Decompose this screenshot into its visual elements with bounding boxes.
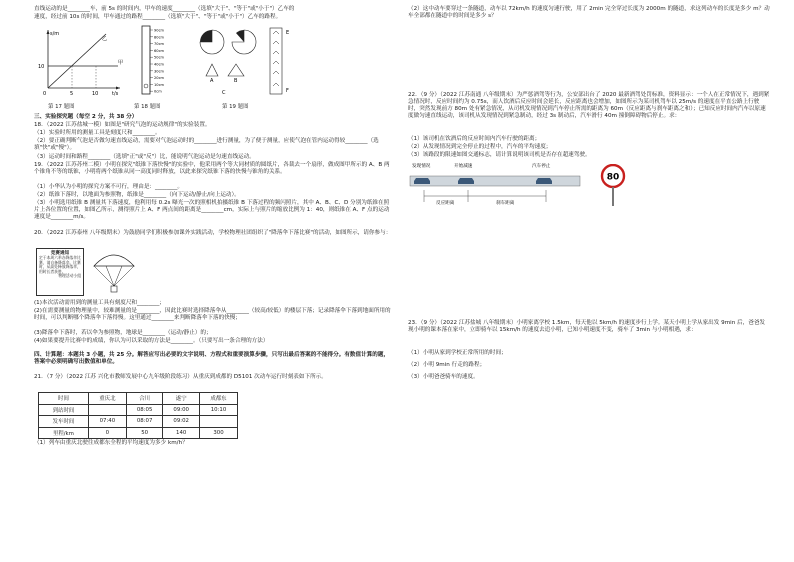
caption-19: 第 19 题图 [222, 104, 249, 110]
q22-1: （1）该司机在饮酒后的反应时间内汽车行驶的距离； [408, 136, 541, 142]
speed-limit-sign [598, 164, 628, 208]
q23-1: （1）小明从家到学校正常所用的时间； [408, 350, 507, 356]
q22-2: （2）从发现情况到完全停止的过程中，汽车的平均速度； [408, 144, 552, 150]
table-row: 到站时间 08:05 09:00 10:10 [39, 404, 238, 416]
label-reaction-distance: 反应距离 [436, 201, 455, 206]
notice-title: 竞赛通知 [50, 251, 70, 256]
q16-line1: 直线运动的是________车，前 5s 的时间内，甲车的速度________（选填"大于"、"等于"或"小于"）乙车的 [34, 6, 295, 12]
table-row: 里程/km 0 50 140 300 [39, 427, 238, 439]
q20-2: (2)在需要测量的物理量中，较难测量的是________，因此比赛时选择降落伞从________（较高/较低）的楼层下落；记录降落伞下落到地面所用的时间，可以判断哪个降落伞下落得慢。这里通过________来判断降落伞下落的快慢； [34, 308, 391, 321]
q21-2: （2）这中动车要穿过一条隧道，动车以 72km/h 的速度匀速行驶，用了 2min 完全穿过长度为 2000m 的隧道，求这列动车的长度是多少 m？动车全部都在隧道中的时间是多少 s？ [408, 6, 770, 19]
q21-1: （1）列车由重庆北驶往成都东全程的平均速度为多少 km/h？ [34, 440, 188, 446]
q18-2: （2）要正确判断气泡是否做匀速直线运动，需要对气泡运动时的________进行测量，为了便于测量，应使气泡在管内运动得较________（选填"快"或"慢"）。 [34, 138, 379, 151]
xlabel: t/s [112, 91, 119, 96]
svg-text:50cm: 50cm [154, 55, 165, 60]
q19-3: （3）小明选用纸锥 B 测量其下落速度，他利用每 0.2s 曝光一次的照相机拍摄纸锥 B 下落过程的频闪照片，其中 A、B、C、D 分别为纸锥在照片上各位置的位置，如图乙所示，测得照片上 A、F 两点间的距离是________cm，实际上与照片的缩放比例为 1：40，则纸锥在 A、F 点的运动速度是________m/s。 [34, 200, 390, 220]
q18-3: （3）运动时间和路程________（选填"正"或"反"）比，能说明气泡运动是匀速直线运动。 [34, 154, 255, 160]
svg-text:70cm: 70cm [154, 42, 165, 47]
q18-1: （1）实验时所用的测量工具是刻度尺和________。 [34, 130, 161, 136]
svg-text:40cm: 40cm [154, 62, 165, 67]
svg-text:C: C [222, 90, 226, 96]
svg-text:60cm: 60cm [154, 48, 165, 53]
q23-intro: 23．（9 分）（2022 江苏盐城 八年级期末）小明家离学校 1.5km，每天他以 5km/h 的速度步行上学。某天小明上学从家出发 9min 后，爸爸发现小明的课本落在家中，立即骑车以 15km/h 的速度去追小明，已知小明速度不变，骑车了 3min 与小明相遇，求： [408, 320, 766, 333]
q23-2: （2）小明 9min 行走的路程； [408, 362, 486, 368]
table-row: 发车时间 07:40 08:07 09:02 [39, 416, 238, 428]
svg-text:E: E [286, 30, 290, 36]
q21-intro: 21．（7 分）（2022 江苏 兴化市教师发展中心九年级阶段练习）从重庆到成都的 D5101 次动车运行时刻表如下所示。 [34, 374, 327, 380]
label-decelerate: 开始减速 [454, 164, 473, 169]
line-b [48, 34, 106, 88]
q22-intro: 22．（9 分）（2022 江苏南通 八年级期末）为严惩酒驾等行为，公安部出台了 2020 最新酒驾处罚标准，资料显示：一个人在正常情况下，遇到紧急情况时，反应时间约为 0.75s，而人饮酒后反应时间会延长，反应距离也会增加，如图所示为某司机驾车以 25m/s 的速度在平直公路上行驶时，突然发现前方 80m 处有紧急情况，从司机发现情况到汽车停止所需的距离为 60m（反应距离与刹车距离之和）；已知反应时间内汽车以原速度做匀速直线运动，该司机从发现情况到紧急制动，经过 3s 制动后，汽车滑行 40m 撞倒障碍物后停止。求： [408, 92, 770, 119]
figure-18-tube [138, 24, 182, 96]
train-timetable [38, 392, 238, 439]
svg-text:90cm: 90cm [154, 28, 165, 33]
svg-text:20cm: 20cm [154, 76, 165, 81]
ylabel: s/m [50, 31, 60, 37]
q19-1: （1）小华认为小明的探究方案不可行，理由是：________。 [34, 184, 183, 190]
svg-text:0cm: 0cm [154, 89, 162, 94]
right-column [408, 0, 770, 562]
notice-signature: 物理活动小组 [58, 273, 81, 279]
road-braking-diagram [408, 160, 588, 210]
figure-17-st-graph [34, 26, 124, 96]
table-header-row: 时间 重庆北 合川 遂宁 成都东 [39, 393, 238, 405]
parachute-figure [88, 246, 140, 296]
q18-intro: 18．（2022 江苏盐城一模）如图是"研究气泡的运动规律"的实验装置。 [34, 122, 211, 128]
svg-text:30cm: 30cm [154, 69, 165, 74]
caption-17: 第 17 题图 [48, 104, 75, 110]
svg-text:F: F [286, 88, 289, 94]
x5-tick: 5 [70, 91, 74, 96]
q20-3: (3)降落伞下落时，若以伞为参照物，地球是________（运动/静止）的； [34, 330, 212, 336]
label-a: 甲 [118, 60, 124, 66]
svg-text:A: A [210, 78, 214, 84]
notice-body: 定于本周六举办降落伞比赛，请自备降落伞。比赛时，从高处释放降落伞，用时长者获胜。 [39, 255, 81, 274]
q20-1: (1)本次活动需用到的测量工具有刻度尺和________； [34, 300, 165, 306]
svg-text:10cm: 10cm [154, 82, 165, 87]
q16-line2: 速度，经过前 10s 的时间，甲车通过的路程________（选填"大于"、"等于"或"小于"）乙车的路程。 [34, 14, 282, 20]
contest-notice-box [36, 248, 84, 296]
left-column [34, 0, 394, 562]
q23-3: （3）小明爸爸骑车的速度。 [408, 374, 479, 380]
q20-4: (4)如果要提升比赛中的成绩，你认为可以采取的方法是________。（只要写出一条合理的方法） [34, 338, 269, 344]
x10-tick: 10 [92, 91, 99, 96]
svg-text:80cm: 80cm [154, 35, 165, 40]
section-3-heading: 三、实验探究题（每空 2 分，共 38 分） [34, 114, 138, 120]
label-found: 发现情况 [412, 164, 431, 169]
figure-19-paper-cones [196, 24, 296, 100]
label-b: 乙 [102, 36, 108, 42]
speed-limit-value: 80 [606, 172, 620, 183]
q22-3: （3）该路段的限速如图交通标志，请计算说明该司机是否存在超速驾驶。 [408, 152, 591, 158]
x0-tick: 0 [43, 91, 47, 96]
q19-2: （2）纸锥下落时，以地面为参照物，纸锥是________（向下运动/静止/向上运动）。 [34, 192, 240, 198]
label-braking-distance: 刹车距离 [496, 201, 515, 206]
label-stop: 汽车停止 [532, 164, 551, 169]
q20-intro: 20．（2022 江苏泰州 八年级期末）为鼓励同学们积极参加课外实践活动，学校物理社团组织了"降落伞下落比赛"的活动，如图所示，请你参与： [34, 230, 392, 236]
y10-tick: 10 [38, 64, 45, 70]
q19-intro: 19．（2022 江苏苏州二模）小明在探究"纸锥下落快慢"的实验中，他采用两个等大同材质的圆纸片，各裁去一个扇形，做成图甲所示的 A、B 两个锥角不等的纸锥，小明将两个纸锥从同一高度同时释放，以此来探究纸锥下落的快慢与锥角的关系。 [34, 162, 390, 175]
section-4-heading: 四、计算题：本题共 3 小题，共 25 分。解答应写出必要的文字说明、方程式和重要演算步骤，只写出最后答案的不能得分。有数值计算的题，答案中必须明确写出数值和单位。 [34, 352, 390, 365]
caption-18: 第 18 题图 [134, 104, 161, 110]
svg-text:B: B [234, 78, 238, 84]
